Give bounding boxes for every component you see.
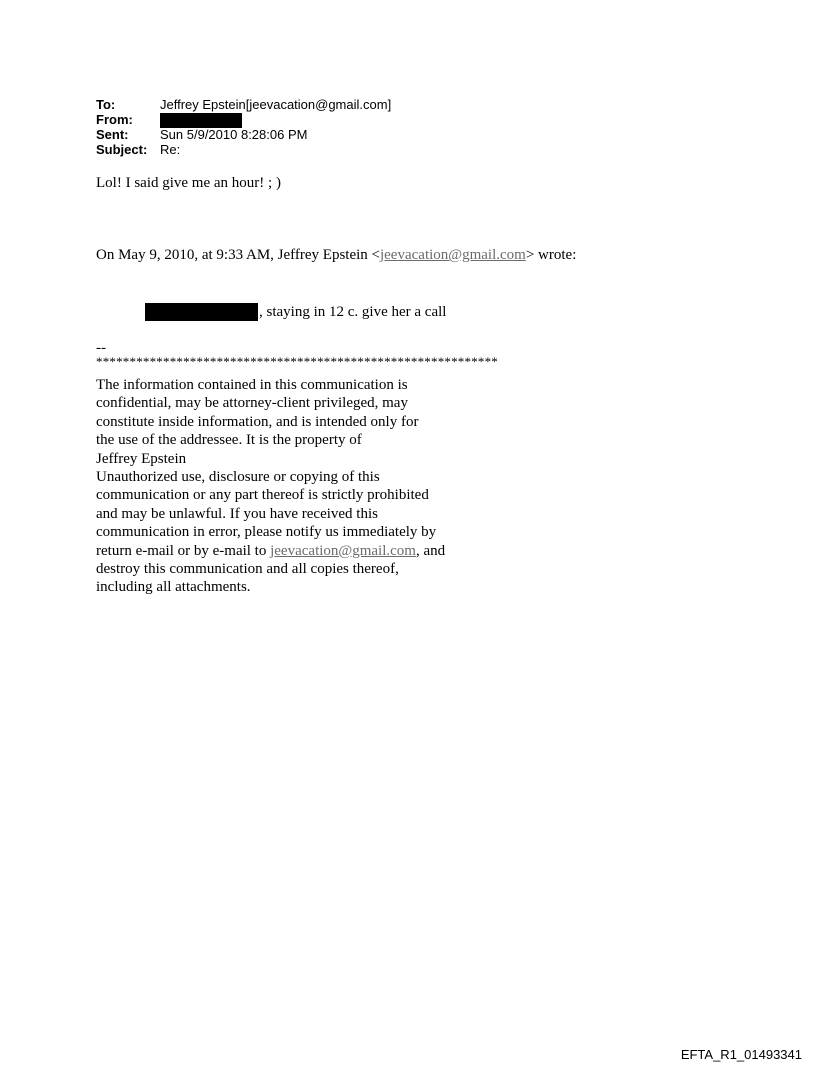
disclaimer-return-line [96, 542, 445, 560]
quoted-intro-before: On May 9, 2010, at 9:33 AM, Jeffrey Epstein < [96, 247, 380, 263]
disclaimer-line: The information contained in this communication is [96, 377, 408, 393]
quoted-intro-email-link[interactable]: jeevacation@gmail.com [379, 247, 526, 263]
disclaimer-line: destroy this communication and all copies thereof, [96, 561, 399, 578]
quoted-intro [96, 247, 576, 264]
from-label: From: [96, 112, 133, 127]
disclaimer-line: communication or any part thereof is strictly prohibited [96, 487, 429, 504]
email-header [96, 97, 391, 157]
disclaimer-line: the use of the addressee. It is the property of [96, 432, 362, 449]
quoted-message [145, 303, 446, 321]
name-redaction-box [145, 303, 258, 321]
subject-label: Subject: [96, 142, 148, 157]
disclaimer-line: and may be unlawful. If you have received this [96, 505, 378, 522]
to-value: Jeffrey Epstein[jeevacation@gmail.com] [160, 97, 392, 112]
signature-dash: -- [96, 340, 106, 356]
disclaimer-line: confidential, may be attorney-client privileged, may [96, 395, 408, 412]
quoted-intro-after: > wrote: [525, 247, 577, 263]
disclaimer [96, 376, 445, 597]
to-row [96, 97, 391, 112]
disclaimer-line: communication in error, please notify us immediately by [96, 524, 437, 541]
to-label: To: [96, 97, 116, 112]
from-row [96, 112, 391, 127]
disclaimer-line: Jeffrey Epstein [96, 450, 187, 467]
reply-text: Lol! I said give me an hour! ; ) [96, 175, 281, 191]
disclaimer-line: constitute inside information, and is intended only for [96, 413, 419, 430]
from-redaction-box [160, 113, 242, 128]
subject-value: Re: [160, 142, 181, 157]
subject-row [96, 142, 391, 157]
document-id: EFTA_R1_01493341 [680, 1047, 802, 1062]
sent-label: Sent: [96, 127, 129, 142]
sent-value: Sun 5/9/2010 8:28:06 PM [160, 127, 308, 142]
return-line-before: return e-mail or by e-mail to [96, 542, 271, 559]
signature-stars: ************************************************************ [96, 354, 498, 369]
return-line-email-link[interactable]: jeevacation@gmail.com [270, 542, 416, 559]
disclaimer-line: Unauthorized use, disclosure or copying of this [96, 469, 380, 486]
quoted-message-text: , staying in 12 c. give her a call [259, 303, 447, 320]
sent-row [96, 127, 391, 142]
return-line-after: , and [415, 542, 446, 559]
disclaimer-line: including all attachments. [96, 579, 251, 596]
